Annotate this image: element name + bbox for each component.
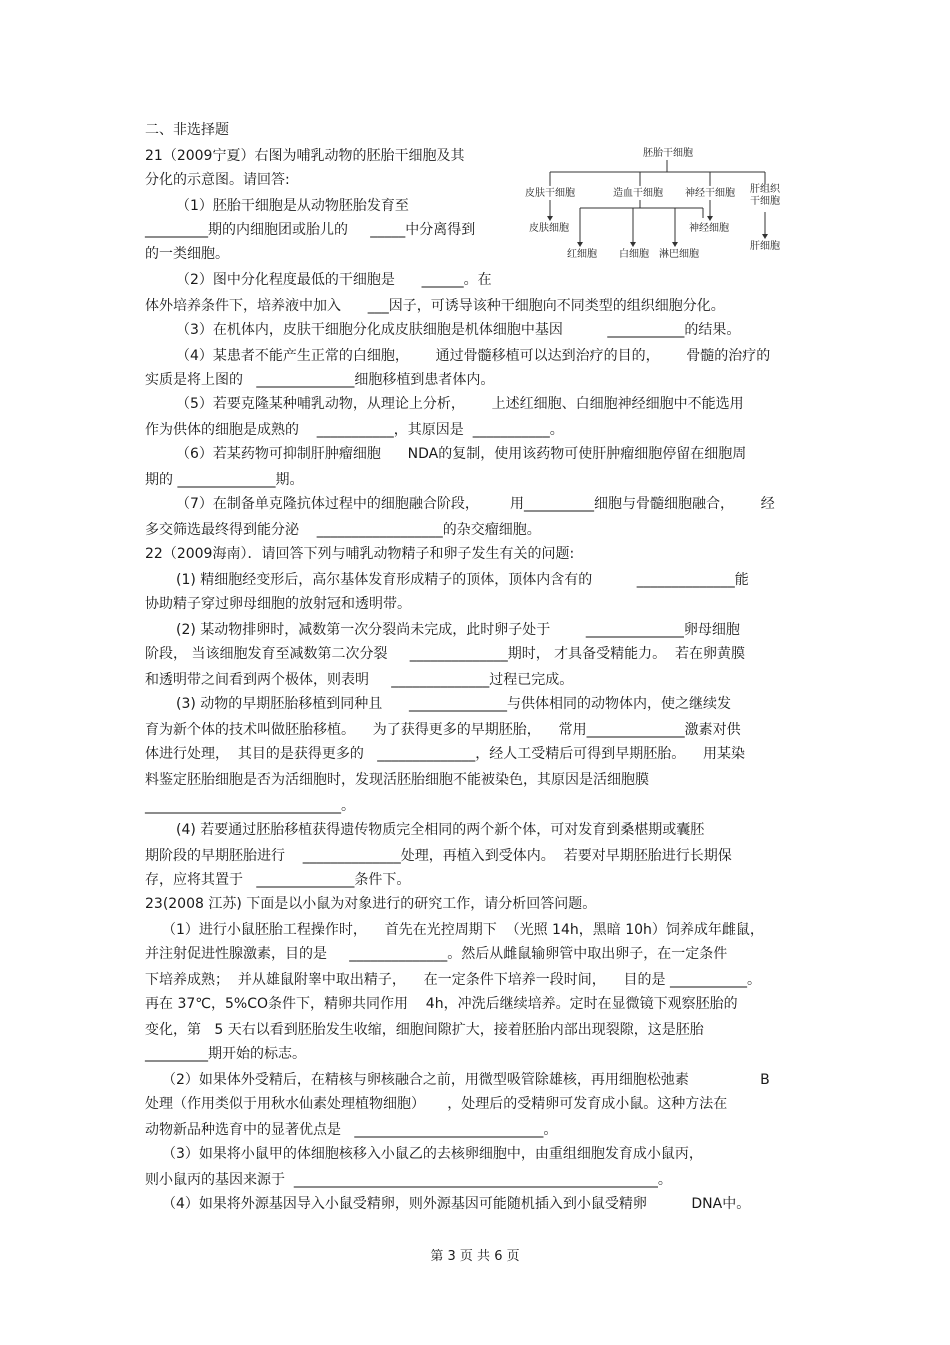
text-line: 作为供体的细胞是成熟的 ___________，其原因是 ___________。 — [145, 422, 564, 438]
text-line: （3）如果将小鼠甲的体细胞核移入小鼠乙的去核卵细胞中，由重组细胞发育成小鼠丙， — [162, 1146, 703, 1162]
diagram-liver-cell-label: 肝细胞 — [750, 241, 780, 252]
text-line: （1）进行小鼠胚胎工程操作时， 首先在光控周期下 （光照 14h，黑暗 10h）饲养成年雌鼠， — [162, 922, 764, 938]
text-line: （6）若某药物可抑制肝肿瘤细胞 NDA的复制，使用该药物可使肝肿瘤细胞停留在细胞周 — [176, 446, 747, 462]
page-footer: 第 3 页 共 6 页 — [430, 1249, 520, 1264]
text-line: (2) 某动物排卵时，减数第一次分裂尚未完成，此时卵子处于 ______________卵母细胞 — [176, 622, 740, 638]
text-line: 阶段， 当该细胞发育至减数第二次分裂 ______________期时， 才具备受精能力。 若在卵黄膜 — [145, 646, 746, 662]
diagram-lymph-cell-label: 淋巴细胞 — [659, 249, 699, 260]
text-line: 期的 ______________期。 — [145, 472, 304, 488]
text-line: 并注射促进性腺激素，目的是 ______________。然后从雌鼠输卵管中取出卵子，在一定条件 — [145, 946, 728, 962]
text-line: （2）如果体外受精后，在精核与卵核融合之前，用微型吸管除雄核，再用细胞松弛素 B — [162, 1072, 770, 1088]
text-line: 的一类细胞。 — [145, 246, 229, 262]
text-line: (1) 精细胞经变形后，高尔基体发育形成精子的顶体，顶体内含有的 ______________能 — [176, 572, 749, 588]
text-line: 期阶段的早期胚胎进行 ______________处理，再植入到受体内。 若要对早期胚胎进行长期保 — [145, 848, 732, 864]
text-line: 体进行处理， 其目的是获得更多的 ______________，经人工受精后可得到早期胚胎。 用某染 — [145, 746, 746, 762]
diagram-skin-stem-label: 皮肤干细胞 — [525, 188, 575, 199]
text-line: （7）在制备单克隆抗体过程中的细胞融合阶段， 用__________细胞与骨髓细胞融合， 经 — [176, 496, 775, 512]
diagram-neural-stem-label: 神经干细胞 — [685, 188, 735, 199]
text-line: 处理（作用类似于用秋水仙素处理植物细胞） ，处理后的受精卵可发育成小鼠。这种方法在 — [145, 1096, 728, 1112]
section-title: 二、非选择题 — [145, 122, 229, 138]
text-line: 22（2009海南）．请回答下列与哺乳动物精子和卵子发生有关的问题: — [145, 546, 575, 562]
text-line: （3）在机体内，皮肤干细胞分化成皮肤细胞是机体细胞中基因 ___________的结果。 — [176, 322, 741, 338]
diagram-skin-cell-label: 皮肤细胞 — [529, 223, 569, 234]
text-line: 多交筛选最终得到能分泌 __________________的杂交瘤细胞。 — [145, 522, 541, 538]
text-line: ____________________________。 — [145, 798, 355, 814]
diagram-root-label: 胚胎干细胞 — [643, 148, 693, 159]
text-line: 下培养成熟； 并从雄鼠附睾中取出精子， 在一定条件下培养一段时间， 目的是 ___________。 — [145, 972, 761, 988]
diagram-liver-stem-label: 肝组织干细胞 — [750, 184, 780, 207]
text-line: 育为新个体的技术叫做胚胎移植。 为了获得更多的早期胚胎， 常用______________激素对供 — [145, 722, 741, 738]
text-line: （4）某患者不能产生正常的白细胞， 通过骨髓移植可以达到治疗的目的， 骨髓的治疗的 — [176, 348, 771, 364]
text-line: _________期开始的标志。 — [145, 1046, 306, 1062]
diagram-red-cell-label: 红细胞 — [567, 249, 597, 260]
text-line: 动物新品种选育中的显著优点是 ___________________________。 — [145, 1122, 558, 1138]
text-line: （5）若要克隆某种哺乳动物，从理论上分析， 上述红细胞、白细胞神经细胞中不能选用 — [176, 396, 744, 412]
text-line: （2）图中分化程度最低的干细胞是 ______。在 — [176, 272, 492, 288]
text-line: 协助精子穿过卵母细胞的放射冠和透明带。 — [145, 596, 411, 612]
text-line: (3) 动物的早期胚胎移植到同种且 ______________与供体相同的动物体内，使之继续发 — [176, 696, 731, 712]
text-line: 21（2009宁夏）右图为哺乳动物的胚胎干细胞及其 — [145, 148, 465, 164]
text-line: _________期的内细胞团或胎儿的 _____中分离得到 — [145, 222, 476, 238]
text-line: 实质是将上图的 ______________细胞移植到患者体内。 — [145, 372, 495, 388]
text-line: 再在 37℃，5%CO条件下，精卵共同作用 4h，冲洗后继续培养。定时在显微镜下观察胚胎的 — [145, 996, 738, 1012]
text-line: 存，应将其置于 ______________条件下。 — [145, 872, 411, 888]
text-line: 23(2008 江苏) 下面是以小鼠为对象进行的研究工作，请分析回答问题。 — [145, 896, 597, 912]
stem-cell-diagram — [525, 146, 810, 266]
text-line: 和透明带之间看到两个极体，则表明 ______________过程已完成。 — [145, 672, 574, 688]
text-line: 体外培养条件下，培养液中加入 ___因子，可诱导该种干细胞向不同类型的组织细胞分化。 — [145, 298, 725, 314]
text-line: 分化的示意图。请回答: — [145, 172, 290, 188]
diagram-white-cell-label: 白细胞 — [619, 249, 649, 260]
text-line: （1）胚胎干细胞是从动物胚胎发育至 — [176, 198, 409, 214]
text-line: 料鉴定胚胎细胞是否为活细胞时，发现活胚胎细胞不能被染色，其原因是活细胞膜 — [145, 772, 649, 788]
diagram-blood-stem-label: 造血干细胞 — [613, 188, 663, 199]
text-line: （4）如果将外源基因导入小鼠受精卵，则外源基因可能随机插入到小鼠受精卵 DNA中。 — [162, 1196, 751, 1212]
text-line: 则小鼠丙的基因来源于 ____________________________________________________。 — [145, 1172, 672, 1188]
text-line: 变化，第 5 天右以看到胚胎发生收缩，细胞间隙扩大，接着胚胎内部出现裂隙，这是胚胎 — [145, 1022, 704, 1038]
diagram-neural-cell-label: 神经细胞 — [689, 223, 729, 234]
text-line: (4) 若要通过胚胎移植获得遗传物质完全相同的两个新个体，可对发育到桑椹期或囊胚 — [176, 822, 705, 838]
